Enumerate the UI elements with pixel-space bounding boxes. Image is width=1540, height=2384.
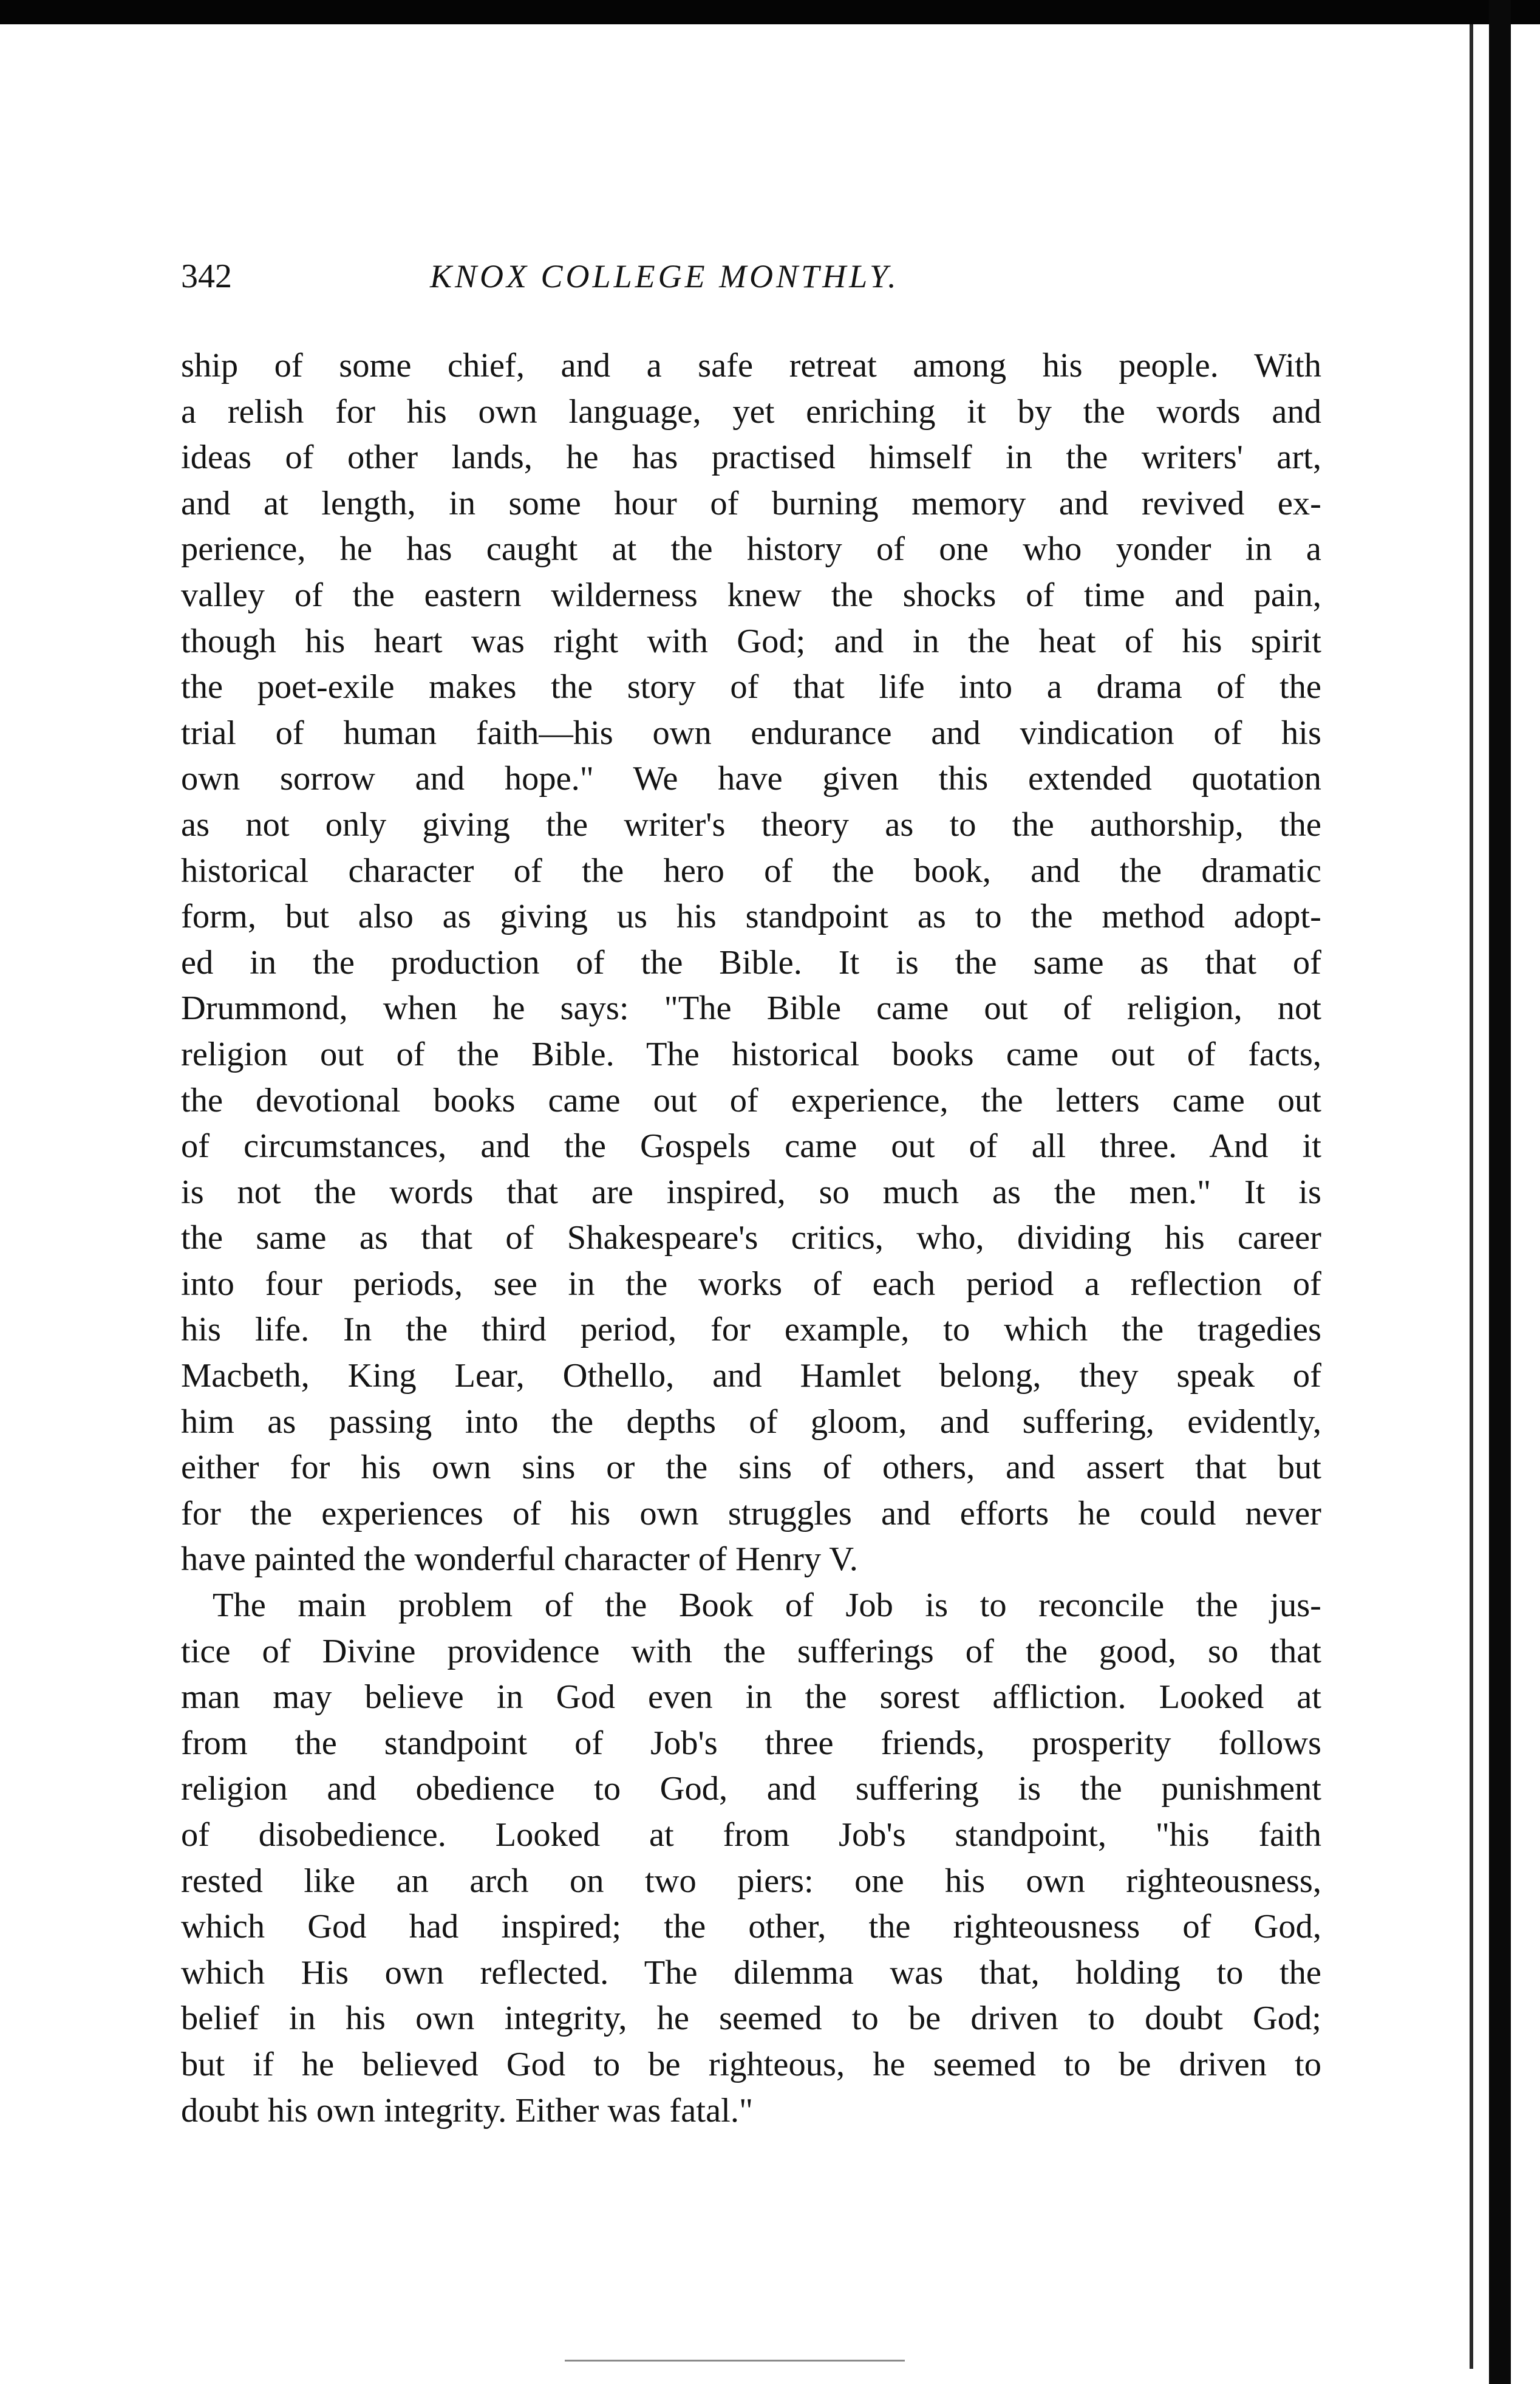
text-line: doubt his own integrity. Either was fatal." [181, 2091, 754, 2130]
paragraph [181, 343, 1321, 1583]
text-line: the devotional books came out of experience, the letters came out [181, 1081, 1321, 1119]
text-line: the same as that of Shakespeare's critics, who, dividing his career [181, 1219, 1321, 1257]
text-line: a relish for his own language, yet enriching it by the words and [181, 392, 1321, 431]
text-line: perience, he has caught at the history of one who yonder in a [181, 530, 1321, 569]
text-line: the poet-exile makes the story of that life into a drama of the [181, 668, 1321, 706]
scan-border-right [1489, 0, 1511, 2384]
page-number: 342 [181, 258, 232, 295]
text-line: as not only giving the writer's theory as to the authorship, the [181, 805, 1321, 844]
text-line: man may believe in God even in the sorest affliction. Looked at [181, 1678, 1321, 1716]
text-line: Macbeth, King Lear, Othello, and Hamlet belong, they speak of [181, 1357, 1321, 1395]
scan-border-top [0, 0, 1540, 24]
text-line: form, but also as giving us his standpoint as to the method adopt- [181, 898, 1321, 936]
text-line: though his heart was right with God; and in the heat of his spirit [181, 622, 1321, 660]
text-line: of circumstances, and the Gospels came out of all three. And it [181, 1127, 1321, 1166]
text-line: his life. In the third period, for example, to which the tragedies [181, 1311, 1321, 1349]
text-line: religion out of the Bible. The historical books came out of facts, [181, 1035, 1321, 1073]
text-line: belief in his own integrity, he seemed to be driven to doubt God; [181, 2000, 1321, 2038]
text-line: which His own reflected. The dilemma was that, holding to the [181, 1953, 1321, 1992]
text-line: historical character of the hero of the book, and the dramatic [181, 852, 1321, 890]
body-text [181, 343, 1321, 2134]
text-line: but if he believed God to be righteous, he seemed to be driven to [181, 2045, 1321, 2083]
text-line: either for his own sins or the sins of others, and assert that but [181, 1449, 1321, 1487]
journal-title: KNOX COLLEGE MONTHLY. [430, 258, 899, 295]
text-line: for the experiences of his own struggles and efforts he could never [181, 1494, 1321, 1532]
text-line: is not the words that are inspired, so much as the men." It is [181, 1173, 1321, 1211]
text-line: tice of Divine providence with the sufferings of the good, so that [181, 1632, 1321, 1670]
text-line: which God had inspired; the other, the righteousness of God, [181, 1908, 1321, 1946]
text-line: trial of human faith—his own endurance and vindication of his [181, 714, 1321, 752]
text-line: and at length, in some hour of burning memory and revived ex- [181, 484, 1321, 522]
text-line: ship of some chief, and a safe retreat among his people. With [181, 347, 1321, 384]
text-line: ed in the production of the Bible. It is the same as that of [181, 943, 1321, 982]
text-line: religion and obedience to God, and suffering is the punishment [181, 1770, 1321, 1808]
text-line: from the standpoint of Job's three friends, prosperity follows [181, 1724, 1321, 1762]
text-line: of disobedience. Looked at from Job's standpoint, "his faith [181, 1816, 1321, 1854]
text-line: ideas of other lands, he has practised himself in the writers' art, [181, 439, 1321, 477]
text-line: valley of the eastern wilderness knew the shocks of time and pain, [181, 576, 1321, 614]
text-line: rested like an arch on two piers: one his own righteousness, [181, 1862, 1321, 1900]
text-line: own sorrow and hope." We have given this extended quotation [181, 760, 1321, 798]
scan-edge-line [1470, 24, 1473, 2369]
text-line: have painted the wonderful character of Henry V. [181, 1540, 858, 1579]
scan-bottom-mark [565, 2360, 905, 2362]
text-line: The main problem of the Book of Job is to reconcile the jus- [213, 1586, 1321, 1625]
paragraph [181, 1583, 1321, 2134]
text-line: Drummond, when he says: "The Bible came out of religion, not [181, 989, 1321, 1028]
running-head [181, 249, 1323, 304]
text-line: him as passing into the depths of gloom, and suffering, evidently, [181, 1402, 1321, 1441]
text-line: into four periods, see in the works of each period a reflection of [181, 1265, 1321, 1303]
